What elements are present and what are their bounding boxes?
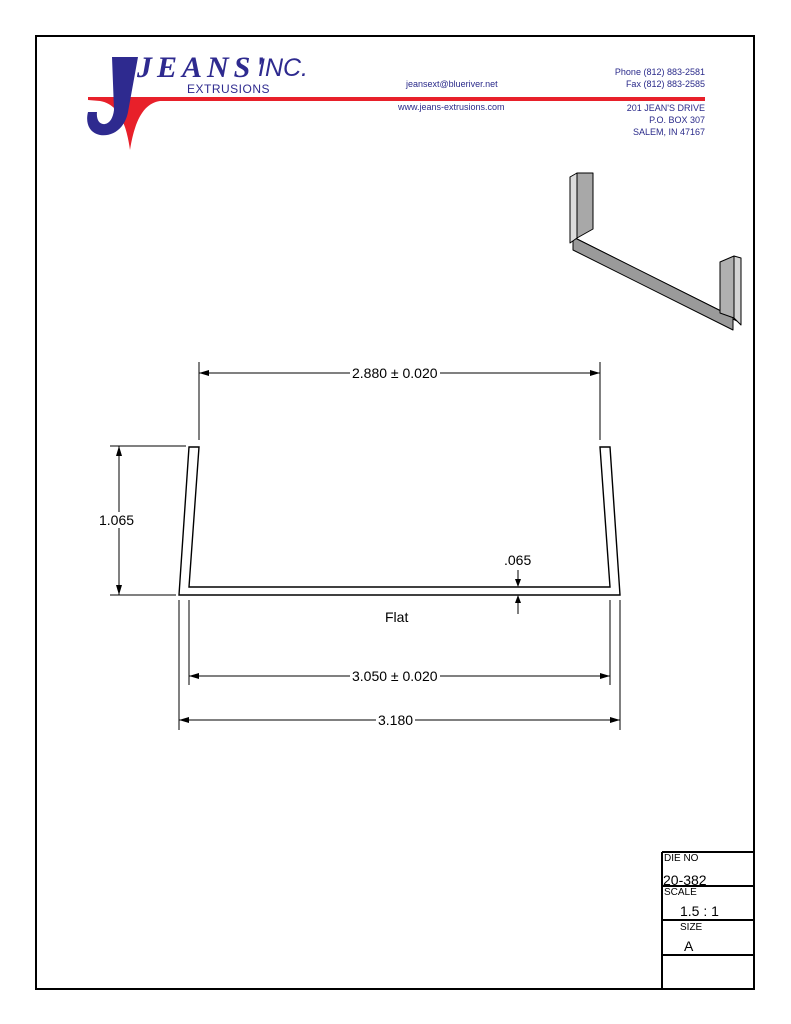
size-label: SIZE bbox=[680, 922, 703, 933]
address-line-3: SALEM, IN 47167 bbox=[632, 127, 705, 137]
company-email: jeansext@blueriver.net bbox=[406, 79, 498, 89]
face-label: Flat bbox=[385, 609, 409, 625]
dim-thickness: .065 bbox=[504, 552, 532, 568]
dim-overall-width: 3.180 bbox=[378, 712, 414, 728]
logo-red-swoosh bbox=[88, 97, 705, 150]
die-no-label: DIE NO bbox=[664, 853, 699, 864]
size-value: A bbox=[684, 938, 694, 954]
scale-label: SCALE bbox=[664, 887, 697, 898]
dim-inner-width: 2.880 ± 0.020 bbox=[352, 365, 438, 381]
logo-suffix: INC. bbox=[258, 54, 308, 82]
company-fax: Fax (812) 883-2585 bbox=[625, 79, 705, 89]
isometric-view bbox=[570, 173, 741, 330]
die-no-value: 20-382 bbox=[663, 872, 707, 888]
dim-height: 1.065 bbox=[99, 512, 135, 528]
channel-profile bbox=[179, 447, 620, 595]
company-website: www.jeans-extrusions.com bbox=[398, 102, 505, 112]
logo-name: JEANS' bbox=[137, 51, 269, 84]
dim-outer-width: 3.050 ± 0.020 bbox=[352, 668, 438, 684]
address-line-2: P.O. BOX 307 bbox=[649, 115, 705, 125]
address-line-1: 201 JEAN'S DRIVE bbox=[626, 103, 705, 113]
company-phone: Phone (812) 883-2581 bbox=[614, 67, 705, 77]
logo-subtitle: EXTRUSIONS bbox=[187, 82, 271, 96]
scale-value: 1.5 : 1 bbox=[680, 903, 719, 919]
